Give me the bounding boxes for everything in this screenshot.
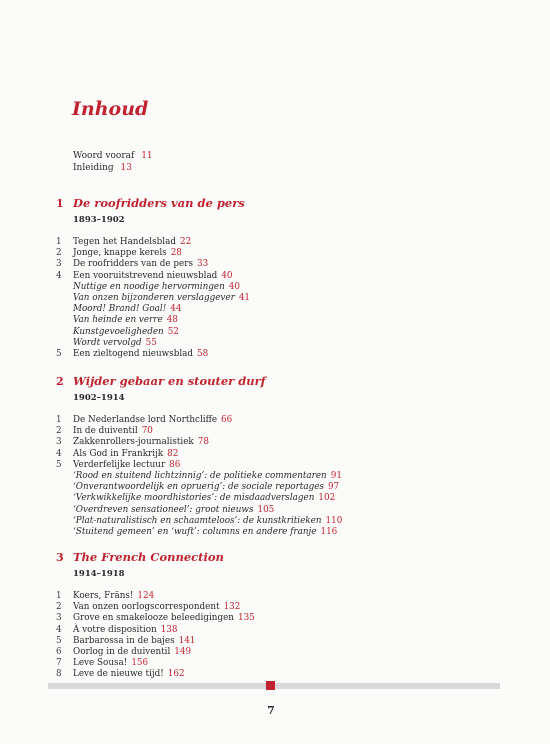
entry-page: 97 — [327, 482, 340, 493]
entry-page: 40 — [221, 270, 233, 281]
entry-page: 41 — [238, 293, 251, 304]
chapter-entry — [56, 460, 496, 471]
front-matter — [73, 150, 153, 175]
entry-title: Van onzen oorlogscorrespondent — [73, 602, 220, 613]
chapter-number: 4 — [56, 448, 62, 459]
front-matter-page: 13 — [120, 163, 132, 174]
entry-title: Jonge, knappe kerels — [73, 248, 167, 259]
front-matter-label: Inleiding — [73, 163, 114, 174]
chapter-number: 1 — [56, 415, 62, 425]
entry-page: 110 — [325, 515, 343, 526]
entry-page: 48 — [166, 315, 178, 326]
subsection-entry — [56, 327, 496, 338]
chapter-number — [56, 315, 73, 326]
chapter-entry — [56, 449, 496, 460]
entry-page: 138 — [160, 624, 178, 635]
entry-page: 105 — [257, 504, 275, 515]
entry-page: 44 — [170, 304, 182, 315]
chapter-entry — [56, 415, 496, 426]
chapter-entry — [56, 658, 496, 669]
subsection-entry — [56, 304, 496, 315]
entry-title: De roofridders van de pers — [73, 259, 193, 270]
entry-page: 40 — [228, 281, 240, 292]
entry-page: 102 — [318, 493, 336, 504]
chapter-number: 1 — [56, 237, 62, 247]
chapter-number — [56, 304, 73, 315]
subsection-entry — [56, 527, 496, 538]
chapter-number — [56, 493, 73, 504]
part-number: 3 — [56, 551, 64, 564]
entry-title: Koers, Fräns! — [73, 591, 134, 601]
entry-page: 116 — [320, 527, 338, 538]
part-title: De roofridders van de pers — [73, 196, 245, 210]
chapter-number: 8 — [56, 669, 62, 680]
chapter-number — [56, 471, 73, 482]
subsection-entry — [56, 516, 496, 527]
chapter-number — [56, 282, 73, 293]
chapter-list — [56, 591, 496, 681]
chapter-entry — [56, 602, 496, 613]
part-title: Wijder gebaar en stouter durf — [73, 374, 266, 388]
chapter-number — [56, 527, 73, 538]
entry-page: 55 — [145, 337, 157, 348]
entry-title: Oorlog in de duiventil — [73, 647, 171, 658]
entry-page: 91 — [330, 471, 342, 482]
entry-page: 66 — [221, 415, 233, 425]
chapter-number: 4 — [56, 624, 62, 635]
entry-page: 86 — [169, 459, 181, 470]
subsection-entry — [56, 482, 496, 493]
chapter-number — [56, 327, 73, 338]
chapter-entry — [56, 271, 496, 282]
entry-page: 58 — [197, 349, 209, 360]
entry-page: 132 — [223, 602, 241, 613]
chapter-number: 7 — [56, 658, 62, 669]
entry-page: 162 — [167, 669, 185, 680]
part-1-section — [56, 196, 496, 360]
entry-page: 135 — [237, 613, 255, 624]
entry-title: De Nederlandse lord Northcliffe — [73, 415, 218, 425]
part-2-section — [56, 374, 496, 538]
front-matter-item — [73, 150, 153, 162]
subsection-entry — [56, 315, 496, 326]
chapter-entry — [56, 437, 496, 448]
chapter-number: 2 — [56, 248, 62, 259]
entry-title: Grove en smakelooze beleedigingen — [73, 613, 234, 624]
entry-title: Nuttige en noodige hervormingen — [73, 281, 225, 292]
entry-page: 70 — [141, 426, 153, 437]
entry-title: Een zieltogend nieuwsblad — [73, 349, 194, 360]
entry-title: Leve de nieuwe tijd! — [73, 669, 164, 680]
chapter-entry — [56, 613, 496, 624]
entry-title: ‘Onverantwoordelijk en opruerig’: de sociale reportages — [73, 482, 324, 493]
chapter-number: 1 — [56, 591, 62, 601]
entry-page: 124 — [137, 591, 155, 601]
subsection-entry — [56, 505, 496, 516]
part-years: 1902–1914 — [73, 393, 125, 403]
entry-title: Barbarossa in de bajes — [73, 635, 175, 646]
entry-page: 156 — [131, 658, 149, 669]
subsection-entry — [56, 493, 496, 504]
chapter-number: 5 — [56, 349, 62, 360]
chapter-number — [56, 482, 73, 493]
entry-page: 52 — [167, 326, 179, 337]
entry-page: 78 — [197, 437, 209, 448]
chapter-entry — [56, 349, 496, 360]
subsection-entry — [56, 282, 496, 293]
entry-title: ‘Overdreven sensationeel’: groot nieuws — [73, 504, 254, 515]
entry-page: 22 — [179, 237, 192, 247]
chapter-number — [56, 505, 73, 516]
entry-title: Als God in Frankrijk — [73, 448, 164, 459]
part-years: 1914–1918 — [73, 569, 125, 579]
front-matter-label: Woord vooraf — [73, 151, 135, 161]
entry-page: 82 — [167, 448, 179, 459]
entry-page: 28 — [170, 248, 182, 259]
entry-title: Leve Sousa! — [73, 658, 128, 669]
entry-page: 141 — [178, 635, 196, 646]
subsection-entry — [56, 471, 496, 482]
chapter-number — [56, 293, 73, 304]
entry-title: Wordt vervolgd — [73, 337, 142, 348]
chapter-number: 5 — [56, 635, 62, 646]
chapter-number: 4 — [56, 270, 62, 281]
chapter-number: 3 — [56, 437, 62, 448]
chapter-entry — [56, 591, 496, 602]
entry-page: 149 — [174, 647, 192, 658]
chapter-entry — [56, 625, 496, 636]
entry-title: Tegen het Handelsblad — [73, 237, 176, 247]
entry-title: Van onzen bijzonderen verslaggever — [73, 293, 235, 304]
chapter-list — [56, 415, 496, 538]
part-years: 1893–1902 — [73, 215, 125, 225]
chapter-number: 5 — [56, 459, 62, 470]
part-3-section — [56, 550, 496, 681]
part-number: 2 — [56, 375, 64, 388]
chapter-entry — [56, 248, 496, 259]
chapter-entry — [56, 426, 496, 437]
entry-title: ‘Verkwikkelijke moordhistories’: de misdaadverslagen — [73, 493, 315, 504]
entry-title: Verderfelijke lectuur — [73, 459, 166, 470]
entry-title: Van heinde en verre — [73, 315, 163, 326]
chapter-list — [56, 237, 496, 360]
entry-title: ‘Plat-naturalistisch en schaamteloos’: de kunstkritieken — [73, 515, 322, 526]
page-number: 7 — [267, 704, 275, 717]
chapter-number — [56, 516, 73, 527]
entry-title: Moord! Brand! Goal! — [73, 304, 167, 315]
toc-title: Inhoud — [72, 98, 149, 120]
chapter-number: 3 — [56, 613, 62, 624]
chapter-number — [56, 338, 73, 349]
chapter-entry — [56, 636, 496, 647]
subsection-entry — [56, 293, 496, 304]
entry-title: Zakkenrollers-journalistiek — [73, 437, 194, 448]
part-heading — [56, 196, 496, 210]
entry-title: ‘Rood en stuitend lichtzinnig’: de politieke commentaren — [73, 471, 327, 482]
part-heading — [56, 374, 496, 388]
chapter-entry — [56, 647, 496, 658]
front-matter-page: 11 — [141, 151, 153, 161]
chapter-number: 2 — [56, 426, 62, 437]
entry-title: ‘Stuitend gemeen’ en ‘wuft’: columns en andere franje — [73, 527, 317, 538]
chapter-entry — [56, 259, 496, 270]
entry-title: Kunstgevoeligheden — [73, 326, 164, 337]
chapter-entry — [56, 669, 496, 680]
front-matter-item — [73, 162, 153, 174]
chapter-number: 3 — [56, 259, 62, 270]
chapter-number: 6 — [56, 647, 62, 658]
part-heading — [56, 550, 496, 564]
chapter-entry — [56, 237, 496, 248]
entry-title: In de duiventil — [73, 426, 138, 437]
chapter-number: 2 — [56, 602, 62, 613]
footer-rule-marker — [266, 681, 275, 690]
entry-title: À votre disposition — [73, 624, 157, 635]
entry-page: 33 — [196, 259, 209, 270]
part-number: 1 — [56, 197, 64, 210]
subsection-entry — [56, 338, 496, 349]
entry-title: Een vooruitstrevend nieuwsblad — [73, 270, 218, 281]
part-title: The French Connection — [73, 550, 224, 564]
